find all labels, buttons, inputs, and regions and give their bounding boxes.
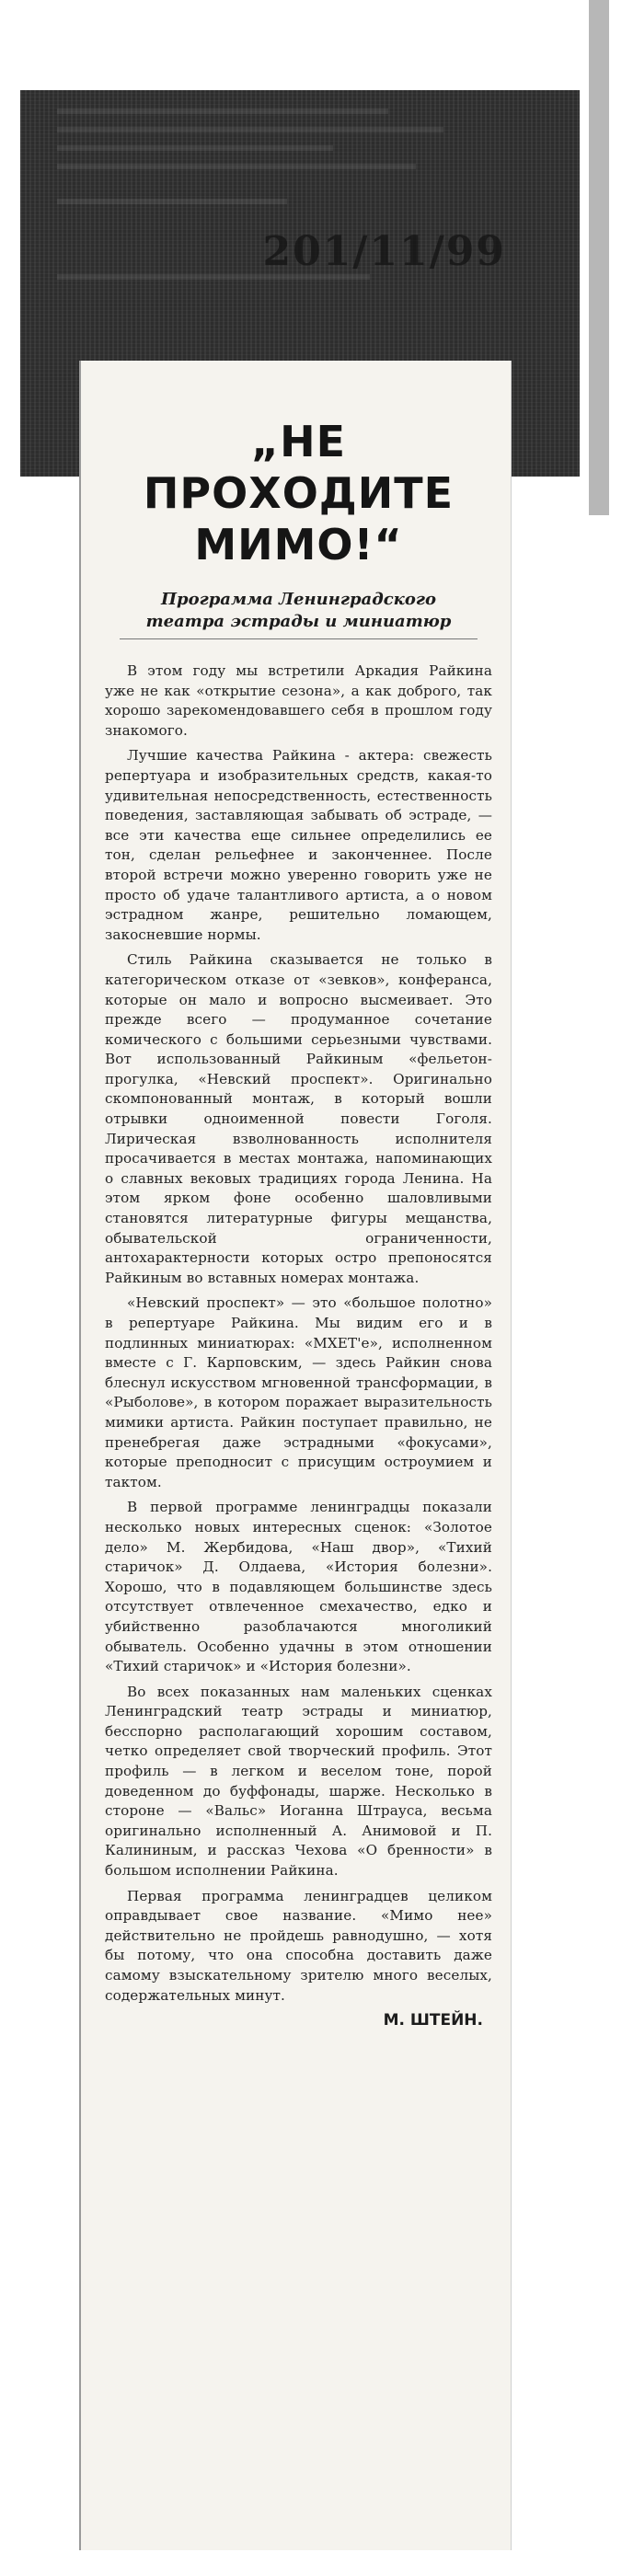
ghost-text-line	[57, 109, 388, 114]
author-signature: М. ШТЕЙН.	[383, 2011, 483, 2030]
newspaper-clipping	[79, 361, 512, 2550]
ghost-text-line	[57, 145, 333, 151]
scan-edge	[589, 0, 609, 515]
archive-stamp: 201/11/99	[262, 228, 506, 275]
article-paragraph: Лучшие качества Райкина - актера: свежесть репертуара и изобразительных средств, какая-то удивительная непосредственность, естественность поведения, заставляющая забывать об эстраде, — все эти качества еще сильнее определились ее тон, сделан рельефнее и законченнее. После второй встречи можно уверенно говорить уже не просто об удаче талантливого артиста, а о новом эстрадном жанре, решительно ломающем, закосневшие нормы.	[105, 747, 492, 943]
article-subtitle: Программа Ленинградского театра эстрады и миниатюр	[120, 589, 478, 639]
article-paragraph: «Невский проспект» — это «большое полотно» в репертуаре Райкина. Мы видим его и в подлинных миниатюрах: «МХЕТ'е», исполненном вместе с Г. Карповским, — здесь Райкин снова блеснул искусством мгновенной трансформации, в «Рыболове», в котором поражает выразительность мимики артиста. Райкин поступает правильно, не пренебрегая даже эстрадными «фокусами», которые преподносит с присущим остроумием и тактом.	[105, 1294, 492, 1490]
ghost-text-line	[57, 199, 287, 204]
article-headline: „НЕ ПРОХОДИТЕ МИМО!“	[143, 417, 455, 569]
ghost-text-line	[57, 164, 416, 169]
article-paragraph: Во всех показанных нам маленьких сценках Ленинградский театр эстрады и миниатюр, бесспорно располагающий хорошим составом, четко определяет свой творческий профиль. Этот профиль — в легком и веселом тоне, порой доведенном до буффонады, шарже. Несколько в стороне — «Вальс» Иоганна Штрауса, весьма оригинально исполненный А. Анимовой и П. Калининым, и рассказ Чехова «О бренности» в большом исполнении Райкина.	[105, 1683, 492, 1880]
article-paragraph: Первая программа ленинградцев целиком оправдывает свое название. «Мимо нее» действительно не пройдешь равнодушно, — хотя бы потому, что она способна доставить даже самому взыскательному зрителю много веселых, содержательных минут.	[105, 1887, 492, 2004]
article-paragraph: В этом году мы встретили Аркадия Райкина уже не как «открытие сезона», а как доброго, так хорошо зарекомендовавшего себя в прошлом году знакомого.	[105, 662, 492, 739]
ghost-text-line	[57, 127, 443, 132]
article-paragraph: Стиль Райкина сказывается не только в категорическом отказе от «зевков», конферанса, которые он мало и вопросно высмеивает. Это прежде всего — продуманное сочетание комического с большими серьезными чувствами. Вот использованный Райкиным «фельетон-прогулка, «Невский проспект». Оригинально скомпонованный монтаж, в который вошли отрывки одноименной повести Гоголя. Лирическая взволнованность исполнителя просачивается в местах монтажа, напоминающих о славных вековых традициях города Ленина. На этом ярком фоне особенно шаловливыми становятся литературные фигуры мещанства, обывательской ограниченности, антохарактерности которых остро препоносятся Райкиным во вставных номерах монтажа.	[105, 951, 492, 1286]
article-paragraph: В первой программе ленинградцы показали несколько новых интересных сценок: «Золотое дело» М. Жербидова, «Наш двор», «Тихий старичок» Д. Олдаева, «История болезни». Хорошо, что в подавляющем большинстве здесь отсутствует отвлеченное смехачество, едко и убийственно разоблачаются многоликий обыватель. Особенно удачны в этом отношении «Тихий старичок» и «История болезни».	[105, 1499, 492, 1675]
